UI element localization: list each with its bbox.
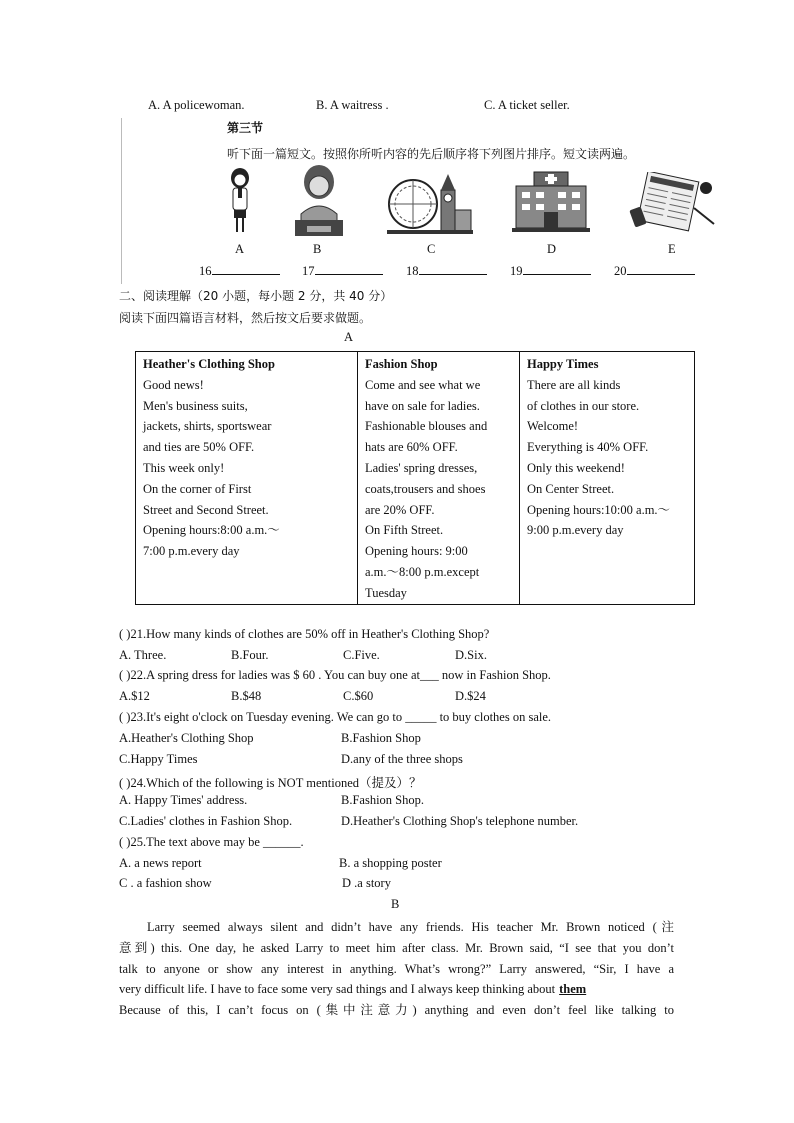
shop-line: On Center Street. (527, 481, 615, 496)
shop-line: Everything is 40% OFF. (527, 440, 649, 455)
shop-line: Fashionable blouses and (365, 419, 488, 434)
picture-label-b: B (313, 242, 322, 256)
shop-line: Good news! (143, 377, 204, 392)
passage-b-label: B (391, 897, 400, 911)
shop-line: This week only! (143, 460, 225, 475)
passage-b-line: very difficult life. I have to face some very sad things and I always keep thinking about (119, 982, 556, 997)
question-23-stem: ( )23.It's eight o'clock on Tuesday evening. We can go to _____ to buy clothes on sale. (119, 710, 552, 724)
picture-a-policewoman-icon (224, 168, 256, 238)
answer-number: 19 (510, 264, 523, 278)
shop-line: Ladies' spring dresses, (365, 460, 478, 475)
picture-c-london-landmarks-icon (387, 170, 473, 236)
shop-line: of clothes in our store. (527, 398, 640, 413)
question-24-option-c[interactable]: C.Ladies' clothes in Fashion Shop. (119, 814, 293, 828)
shop-line: are 20% OFF. (365, 502, 435, 517)
shop-name: Happy Times (527, 357, 599, 371)
answer-blank-19[interactable] (510, 263, 591, 279)
shop-line: Street and Second Street. (143, 502, 269, 517)
question-24-option-a[interactable]: A. Happy Times' address. (119, 793, 248, 807)
question-21-stem: ( )21.How many kinds of clothes are 50% off in Heather's Clothing Shop? (119, 627, 490, 641)
option-b-waitress: B. A waitress . (316, 98, 389, 112)
reading-instruction: 阅读下面四篇语言材料，然后按文后要求做题。 (119, 311, 372, 325)
question-21-option-d[interactable]: D.Six. (455, 648, 487, 662)
question-24-option-d[interactable]: D.Heather's Clothing Shop's telephone number. (341, 814, 579, 828)
passage-b-text (119, 917, 674, 1021)
picture-label-e: E (668, 242, 676, 256)
passage-b-line: Larry seemed always silent and didn’t have any friends. His teacher Mr. Brown noticed (注 (147, 920, 674, 934)
shop-line: hats are 60% OFF. (365, 440, 458, 455)
passage-b-line: 意到) this. One day, he asked Larry to meet him after class. Mr. Brown said, “I see that you don’t (119, 940, 674, 955)
shop-line: Tuesday (365, 585, 407, 600)
question-23-option-c[interactable]: C.Happy Times (119, 752, 198, 766)
shop-line: a.m.～8:00 p.m.except (365, 564, 480, 579)
shop-line: Only this weekend! (527, 460, 625, 475)
shop-ads-table (135, 351, 695, 605)
shop-line: Opening hours:8:00 a.m.～ (143, 523, 280, 538)
question-22-option-b[interactable]: B.$48 (231, 689, 262, 703)
question-22-stem: ( )22.A spring dress for ladies was $ 60 . You can buy one at___ now in Fashion Shop. (119, 668, 551, 682)
answer-blank-17[interactable] (302, 263, 383, 279)
shop-line: Welcome! (527, 419, 579, 434)
shop-name: Heather's Clothing Shop (143, 357, 275, 371)
passage-b-emphasis: them (559, 982, 587, 997)
shop-line: There are all kinds (527, 377, 621, 392)
question-23-option-b[interactable]: B.Fashion Shop (341, 731, 421, 745)
question-22-option-a[interactable]: A.$12 (119, 689, 150, 703)
passage-a-label: A (344, 330, 354, 344)
picture-label-c: C (427, 242, 436, 256)
question-25-option-c[interactable]: C . a fashion show (119, 876, 212, 890)
shop-line: On Fifth Street. (365, 523, 444, 538)
shop-heathers-clothing (136, 352, 358, 605)
answer-number: 18 (406, 264, 419, 278)
passage-b-line-4 (119, 979, 674, 1000)
question-25-stem: ( )25.The text above may be ______. (119, 835, 304, 849)
passage-b-line: talk to anyone or show any interest in anything. What’s wrong?” Larry answered, “Sir, I have a (119, 961, 674, 976)
question-25-option-b[interactable]: B. a shopping poster (339, 856, 442, 870)
shop-fashion (358, 352, 520, 605)
shop-line: Opening hours:10:00 a.m.～ (527, 502, 671, 517)
question-21-option-a[interactable]: A. Three. (119, 648, 167, 662)
question-25-option-d[interactable]: D .a story (342, 876, 391, 890)
picture-e-newspaper-icon (628, 172, 716, 234)
shop-line: Come and see what we (365, 377, 481, 392)
shop-happy-times (520, 352, 695, 605)
shop-line: jackets, shirts, sportswear (143, 419, 272, 434)
answer-number: 16 (199, 264, 212, 278)
option-c-ticket-seller: C. A ticket seller. (484, 98, 570, 112)
question-21-option-b[interactable]: B.Four. (231, 648, 269, 662)
shop-line: On the corner of First (143, 481, 252, 496)
question-25-option-a[interactable]: A. a news report (119, 856, 202, 870)
section3-instruction: 听下面一篇短文。按照你所听内容的先后顺序将下列图片排序。短文读两遍。 (227, 147, 636, 161)
shop-line: Opening hours: 9:00 (365, 544, 468, 559)
answer-blank-18[interactable] (406, 263, 487, 279)
shop-line: and ties are 50% OFF. (143, 440, 255, 455)
picture-label-a: A (235, 242, 245, 256)
shop-line: 9:00 p.m.every day (527, 523, 624, 538)
question-21-option-c[interactable]: C.Five. (343, 648, 380, 662)
picture-d-hospital-icon (512, 168, 590, 234)
shop-line: Men's business suits, (143, 398, 248, 413)
shop-line: have on sale for ladies. (365, 398, 480, 413)
passage-b-line: Because of this, I can’t focus on (集中注意力) anything and even don’t feel like talking to (119, 1003, 674, 1018)
answer-blank-20[interactable] (614, 263, 695, 279)
question-24-stem: ( )24.Which of the following is NOT mentioned（提及）？ (119, 776, 422, 790)
question-23-option-d[interactable]: D.any of the three shops (341, 752, 463, 766)
picture-b-waitress-icon (291, 164, 347, 240)
question-22-option-d[interactable]: D.$24 (455, 689, 486, 703)
question-22-option-c[interactable]: C.$60 (343, 689, 374, 703)
shop-line: 7:00 p.m.every day (143, 544, 240, 559)
answer-blank-16[interactable] (199, 263, 280, 279)
answer-number: 17 (302, 264, 315, 278)
question-23-option-a[interactable]: A.Heather's Clothing Shop (119, 731, 254, 745)
shop-name: Fashion Shop (365, 357, 438, 371)
reading-section-title: 二、阅读理解（20 小题，每小题 2 分，共 40 分） (119, 289, 393, 303)
picture-label-d: D (547, 242, 557, 256)
shop-line: coats,trousers and shoes (365, 481, 486, 496)
question-24-option-b[interactable]: B.Fashion Shop. (341, 793, 425, 807)
section3-title: 第三节 (227, 121, 264, 135)
option-a-policewoman: A. A policewoman. (148, 98, 245, 112)
answer-number: 20 (614, 264, 627, 278)
